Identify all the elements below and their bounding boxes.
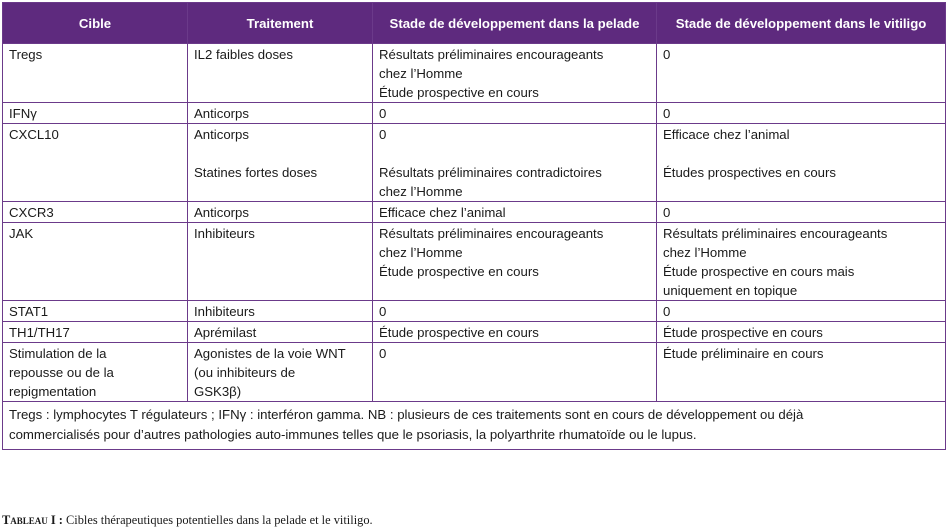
cell-text: Études prospectives en cours	[663, 165, 836, 180]
cell-text: Tregs	[9, 47, 43, 62]
cell-traitement	[188, 322, 373, 343]
cell-vitiligo	[657, 322, 946, 343]
cell-text: 0	[663, 106, 671, 121]
cell-text: 0	[379, 346, 387, 361]
cell-cible	[3, 44, 188, 103]
cell-text: STAT1	[9, 304, 49, 319]
cell-text: IFNγ	[9, 106, 37, 121]
cell-cible	[3, 202, 188, 223]
cell-text: repousse ou de la	[9, 365, 114, 380]
caption-number: I :	[50, 513, 63, 527]
table-row	[3, 124, 946, 202]
cell-text: chez l’Homme	[379, 245, 463, 260]
cell-traitement	[188, 301, 373, 322]
table-footnote	[3, 402, 946, 450]
cell-traitement	[188, 343, 373, 402]
cell-vitiligo	[657, 44, 946, 103]
cell-pelade	[373, 44, 657, 103]
cell-traitement	[188, 44, 373, 103]
cell-text: TH1/TH17	[9, 325, 70, 340]
table-footnote-row	[3, 402, 946, 450]
cell-vitiligo	[657, 103, 946, 124]
cell-vitiligo	[657, 124, 946, 202]
cell-text: 0	[663, 205, 671, 220]
footnote-line: Tregs : lymphocytes T régulateurs ; IFNγ : interféron gamma. NB : plusieurs de ces traitements sont en cours de développement ou déjà	[9, 407, 804, 422]
cell-text: Résultats préliminaires encourageants	[379, 226, 604, 241]
header-stade-pelade-line: Stade de développement	[389, 15, 545, 31]
cell-pelade	[373, 301, 657, 322]
cell-text: repigmentation	[9, 384, 97, 399]
table-body	[3, 44, 946, 402]
cell-text: 0	[663, 304, 671, 319]
cell-spacer	[194, 144, 366, 163]
cell-text: GSK3β)	[194, 384, 242, 399]
cell-text: CXCL10	[9, 127, 59, 142]
therapeutic-targets-table	[2, 2, 946, 450]
cell-text: 0	[379, 106, 387, 121]
cell-text: 0	[379, 127, 387, 142]
cell-text: Efficace chez l’animal	[379, 205, 506, 220]
footnote-line: commercialisés pour d’autres pathologies auto-immunes telles que le psoriasis, la polyarthrite rhumatoïde ou le lupus.	[9, 427, 697, 442]
header-stade-vitiligo: Stade de développement dans le vitiligo	[657, 3, 946, 44]
cell-vitiligo	[657, 343, 946, 402]
cell-pelade	[373, 103, 657, 124]
cell-cible	[3, 301, 188, 322]
cell-text: Anticorps	[194, 205, 249, 220]
cell-text: Statines fortes doses	[194, 165, 318, 180]
cell-vitiligo	[657, 202, 946, 223]
table-header-row	[3, 3, 946, 44]
cell-cible	[3, 343, 188, 402]
cell-text: Agonistes de la voie WNT	[194, 346, 346, 361]
cell-text: (ou inhibiteurs de	[194, 365, 296, 380]
cell-traitement	[188, 124, 373, 202]
cell-vitiligo	[657, 301, 946, 322]
cell-text: Étude prospective en cours	[379, 264, 539, 279]
cell-text: 0	[379, 304, 387, 319]
cell-text: Stimulation de la	[9, 346, 107, 361]
cell-text: Étude prospective en cours	[379, 325, 539, 340]
cell-text: Résultats préliminaires encourageants	[379, 47, 604, 62]
cell-cible	[3, 223, 188, 301]
cell-text: Aprémilast	[194, 325, 257, 340]
cell-traitement	[188, 103, 373, 124]
header-traitement: Traitement	[188, 3, 373, 44]
cell-spacer	[663, 144, 939, 163]
cell-text: CXCR3	[9, 205, 54, 220]
cell-cible	[3, 322, 188, 343]
table-row	[3, 223, 946, 301]
therapeutic-targets-table-frame	[2, 2, 945, 450]
caption-text: Cibles thérapeutiques potentielles dans la pelade et le vitiligo.	[62, 513, 373, 527]
cell-pelade	[373, 202, 657, 223]
cell-text: chez l’Homme	[379, 66, 463, 81]
cell-pelade	[373, 343, 657, 402]
cell-text: Anticorps	[194, 106, 249, 121]
cell-pelade	[373, 124, 657, 202]
header-stade-pelade-line: dans la pelade	[548, 15, 640, 31]
table-row	[3, 103, 946, 124]
cell-cible	[3, 124, 188, 202]
cell-text: Étude prospective en cours mais	[663, 264, 855, 279]
cell-text: JAK	[9, 226, 34, 241]
cell-text: uniquement en topique	[663, 283, 798, 298]
cell-traitement	[188, 223, 373, 301]
cell-text: Étude préliminaire en cours	[663, 346, 824, 361]
cell-text: Résultats préliminaires encourageants	[663, 226, 888, 241]
table-row	[3, 343, 946, 402]
cell-cible	[3, 103, 188, 124]
caption-label: Tableau	[2, 513, 48, 527]
cell-text: Efficace chez l’animal	[663, 127, 790, 142]
table-caption	[2, 513, 373, 528]
cell-text: Inhibiteurs	[194, 226, 255, 241]
cell-text: Étude prospective en cours	[379, 85, 539, 100]
header-stade-pelade	[373, 3, 657, 44]
table-row	[3, 301, 946, 322]
table-row	[3, 202, 946, 223]
cell-pelade	[373, 223, 657, 301]
table-row	[3, 44, 946, 103]
cell-text: IL2 faibles doses	[194, 47, 293, 62]
cell-text: Étude prospective en cours	[663, 325, 823, 340]
cell-spacer	[379, 144, 650, 163]
header-cible: Cible	[3, 3, 188, 44]
cell-text: chez l’Homme	[663, 245, 747, 260]
cell-vitiligo	[657, 223, 946, 301]
cell-text: chez l’Homme	[379, 184, 463, 199]
cell-text: 0	[663, 47, 671, 62]
cell-traitement	[188, 202, 373, 223]
cell-pelade	[373, 322, 657, 343]
cell-text: Résultats préliminaires contradictoires	[379, 165, 602, 180]
table-row	[3, 322, 946, 343]
cell-text: Anticorps	[194, 127, 249, 142]
cell-text: Inhibiteurs	[194, 304, 255, 319]
